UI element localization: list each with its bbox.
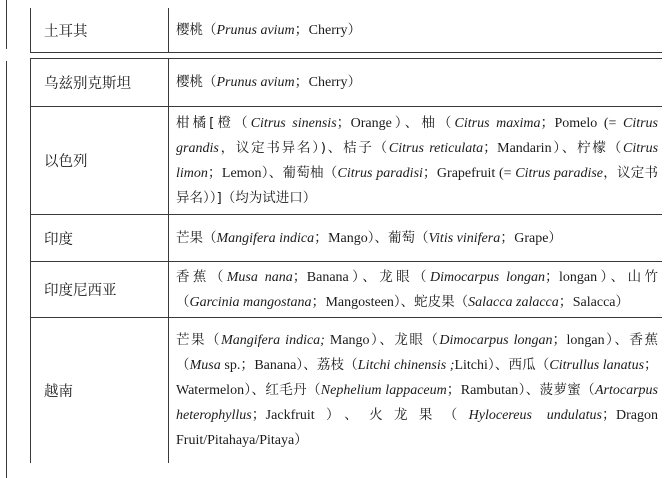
- table-row: [31, 107, 663, 215]
- fruit-cell: [169, 262, 663, 318]
- common-name: ；Pomelo (=: [540, 115, 623, 131]
- scientific-name: Salacca zalacca: [468, 294, 559, 310]
- scientific-name: Citrullus lanatus: [549, 358, 645, 373]
- chinese-text: ）、香蕉（: [176, 332, 658, 373]
- common-name: ；Lemon: [207, 165, 262, 181]
- chinese-text: ）、蛇皮果（: [393, 293, 469, 310]
- common-name: ；Watermelon: [176, 358, 659, 398]
- chinese-text: ）: [347, 21, 362, 38]
- fruit-table-main: [30, 58, 662, 463]
- chinese-text: ）、山竹（: [176, 268, 659, 310]
- scientific-name: Garcinia mangostana: [189, 294, 312, 310]
- fruit-table-top: [30, 8, 662, 53]
- country-cell: 乌兹别克斯坦: [31, 59, 169, 107]
- scientific-name: Dimocarpus longan: [429, 269, 545, 285]
- chinese-text: ）: [548, 229, 562, 246]
- common-name: ；Jackfruit: [251, 408, 315, 423]
- chinese-text: 芒果（: [176, 229, 217, 246]
- scientific-name: Artocarpus heterophyllus: [176, 383, 658, 423]
- table-row: [31, 59, 663, 107]
- common-name: ；Mandarin: [483, 140, 552, 156]
- chinese-text: 樱桃（: [176, 74, 217, 90]
- scientific-name: Citrus limon: [176, 140, 659, 181]
- common-name: ；Cherry: [294, 22, 348, 38]
- country-cell: 以色列: [31, 107, 169, 215]
- table-row: [31, 8, 663, 53]
- chinese-text: ）、荔枝（: [296, 357, 358, 373]
- chinese-text: ）: [615, 293, 630, 310]
- scientific-name: Hylocereus undulatus: [468, 408, 603, 423]
- chinese-text: 芒果（: [176, 332, 222, 348]
- scientific-name: Citrus reticulata: [388, 140, 484, 156]
- common-name: ；Mangosteen: [311, 294, 394, 310]
- chinese-text: ）、菠萝蜜（: [518, 382, 595, 398]
- chinese-text: ）、西瓜（: [487, 357, 550, 373]
- fruit-cell: [169, 59, 663, 107]
- page-margin-line: [6, 0, 7, 49]
- chinese-text: ，议定书异名）)、桔子（: [218, 139, 389, 156]
- scientific-name: Citrus paradisi: [337, 165, 423, 181]
- table-row: [31, 215, 663, 262]
- scientific-name: Prunus avium: [216, 75, 295, 90]
- country-cell: 印度: [31, 215, 169, 262]
- scientific-name: Citrus maxima: [454, 115, 541, 131]
- table-row: [31, 318, 663, 464]
- scientific-name: Musa nana: [226, 269, 293, 285]
- scientific-name: Citrus sinensis: [250, 115, 337, 131]
- common-name: Mango: [324, 333, 370, 348]
- scientific-name: Prunus avium: [216, 22, 295, 38]
- chinese-text: 樱桃（: [176, 21, 217, 38]
- chinese-text: 柑橘[橙（: [176, 114, 251, 131]
- chinese-text: ）: [294, 432, 308, 448]
- chinese-text: ）: [347, 74, 362, 90]
- fruit-cell: [169, 8, 663, 53]
- scientific-name: Vitis vinifera: [428, 230, 501, 246]
- common-name: Litchi: [454, 358, 488, 373]
- fruit-cell: [169, 318, 663, 464]
- scientific-name: Litchi chinensis ;: [357, 358, 455, 373]
- common-name: ；Banana: [292, 269, 349, 285]
- scientific-name: Citrus grandis: [176, 115, 658, 156]
- common-name: ；longan: [552, 333, 605, 348]
- common-name: sp.；Banana: [220, 358, 297, 373]
- chinese-text: ）、龙眼（: [348, 268, 430, 285]
- chinese-text: 香蕉（: [176, 268, 227, 285]
- country-cell: 土耳其: [31, 8, 169, 53]
- country-cell: 越南: [31, 318, 169, 464]
- fruit-cell: [169, 107, 663, 215]
- chinese-text: ）、柚（: [391, 114, 455, 131]
- chinese-text: ）、火龙果（: [314, 407, 469, 423]
- country-cell: 印度尼西亚: [31, 262, 169, 318]
- page-margin-line: [6, 61, 7, 478]
- common-name: ；longan: [545, 269, 598, 285]
- scientific-name: Dimocarpus longan: [439, 333, 553, 348]
- chinese-text: ）、红毛丹（: [244, 382, 321, 398]
- chinese-text: ，议定书异名））]（均为试进口）: [176, 164, 658, 206]
- scientific-name: Mangifera indica: [216, 230, 315, 246]
- common-name: ；Mango: [314, 230, 368, 246]
- common-name: ；Orange: [336, 115, 392, 131]
- common-name: ；Cherry: [294, 75, 348, 90]
- table-row: [31, 262, 663, 318]
- common-name: ；Grapefruit (=: [422, 165, 516, 181]
- scientific-name: Musa: [189, 358, 221, 373]
- common-name: ；Grape: [500, 230, 549, 246]
- chinese-text: ）、葡萄柚（: [261, 164, 338, 181]
- common-name: ；Salacca: [558, 294, 616, 310]
- chinese-text: ）、葡萄（: [367, 229, 429, 246]
- fruit-cell: [169, 215, 663, 262]
- scientific-name: Mangifera indica;: [221, 333, 325, 348]
- common-name: ；Dragon Fruit/Pitahaya/Pitaya: [176, 408, 659, 448]
- chinese-text: ）、龙眼（: [369, 332, 440, 348]
- chinese-text: ）、柠檬（: [551, 139, 623, 156]
- common-name: ；Rambutan: [446, 383, 519, 398]
- scientific-name: Nephelium lappaceum: [320, 383, 447, 398]
- scientific-name: Citrus paradise: [515, 165, 604, 181]
